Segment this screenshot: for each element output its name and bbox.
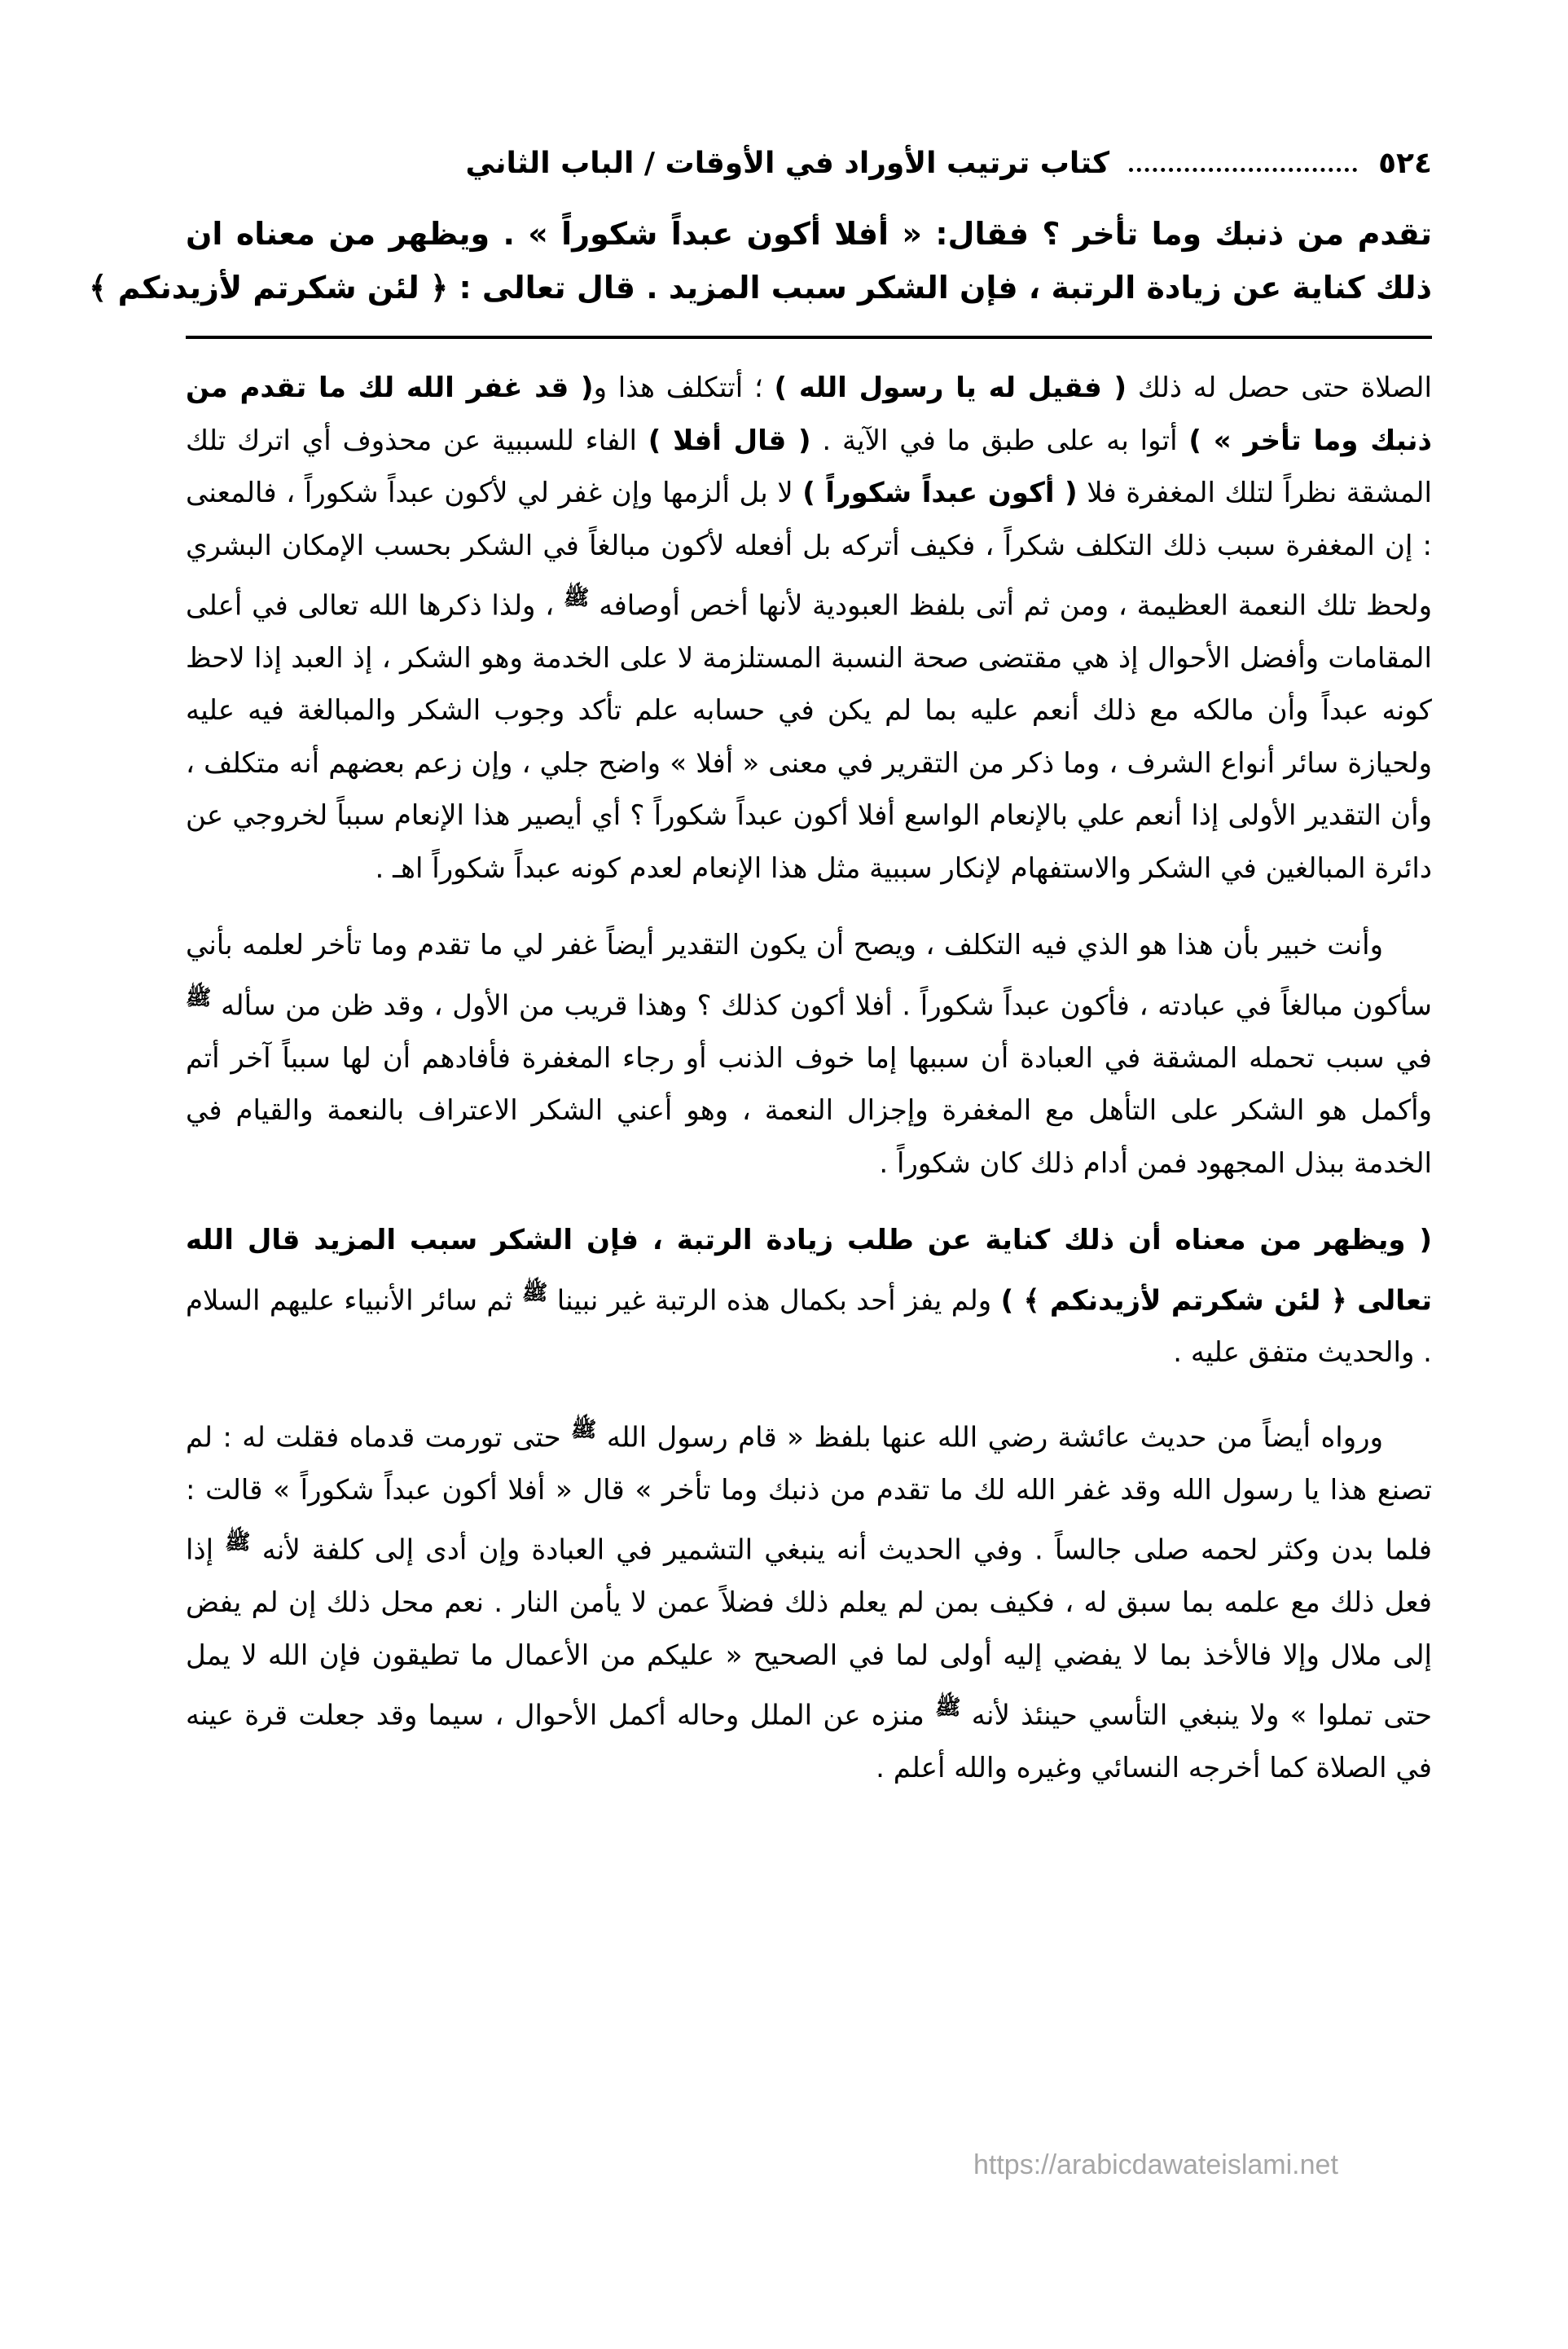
commentary-text — [186, 362, 1432, 1794]
commentary-segment: وأنت خبير بأن هذا هو الذي فيه التكلف ، ويصح أن يكون التقدير أيضاً غفر لي ما تقدم وما تأخر لعلمه بأني سأكون مبالغاً في عبادته ، فأكون عبداً شكوراً . أفلا أكون كذلك ؟ وهذا قريب من الأول ، وقد ظن من سأله — [186, 929, 1432, 1023]
running-header — [186, 130, 1432, 196]
watermark-url: https://arabicdawateislami.net — [973, 2149, 1338, 2180]
commentary-segment: ؛ أتتكلف هذا و — [593, 372, 775, 404]
commentary-segment: لا بل ألزمها وإن غفر لي لأكون عبداً شكوراً ، فالمعنى : إن المغفرة سبب ذلك التكلف شكراً ، فكيف أتركه بل أفعله لأكون مبالغاً في الشكر بحسب الإمكان البشري ولحظ تلك النعمة العظيمة ، ومن ثم أتى بلفظ العبودية لأنها أخص أوصافه — [186, 477, 1432, 622]
honorific-glyph: ﷺ — [225, 1530, 251, 1555]
commentary-paragraph — [186, 919, 1432, 1190]
quoted-lemma: ( قال أفلا ) — [648, 424, 811, 457]
commentary-segment: في سبب تحمله المشقة في العبادة أن سببها إما خوف الذنب أو رجاء المغفرة فأفادهم أن لها سبباً آخر أتم وأكمل هو الشكر على التأهل مع المغفرة وإجزال النعمة ، وهو أعني الشكر الاعتراف بالنعمة والقيام في الخدمة ببذل المجهود فمن أدام ذلك كان شكوراً . — [186, 1041, 1432, 1180]
header-leader-dots — [1129, 155, 1357, 172]
commentary-segment: ثم سائر الأنبياء عليهم السلام . والحديث متفق عليه . — [186, 1283, 1432, 1370]
commentary-segment: حتى تورمت قدماه فقلت له : لم تصنع هذا يا رسول الله وقد غفر الله لك ما تقدم من ذنبك وما تأخر » قال « أفلا أكون عبداً شكوراً » قالت : فلما بدن وكثر لحمه صلى جالساً . وفي الحديث أنه ينبغي التشمير في العبادة وإن أدى إلى كلفة لأنه — [186, 1421, 1432, 1567]
quoted-lemma: ( أكون عبداً شكوراً ) — [802, 477, 1078, 509]
commentary-segment: الفاء للسببية عن محذوف أي اترك تلك المشقة نظراً لتلك المغفرة فلا — [186, 424, 1432, 509]
chapter-title: كتاب ترتيب الأوراد في الأوقات / الباب الثاني — [465, 146, 1110, 180]
matn-text — [89, 207, 1432, 315]
matn-line: تقدم من ذنبك وما تأخر ؟ فقال: « أفلا أكون عبداً شكوراً » . ويظهر من معناه ان — [186, 216, 1432, 252]
honorific-glyph: ﷺ — [521, 1280, 548, 1305]
quoted-lemma: ( قد غفر الله لك ما تقدم من ذنبك وما تأخر » ) — [186, 372, 1433, 457]
commentary-segment: ، ولذا ذكرها الله تعالى في أعلى المقامات وأفضل الأحوال إذ هي مقتضى صحة النسبة المستلزمة لا على الخدمة وهو الشكر ، إذ العبد إذا لاحظ كونه عبداً وأن مالكه مع ذلك أنعم عليه بما لم يكن في حسابه علم تأكد وجوب الشكر والمبالغة فيه عليه ولحيازة سائر أنواع الشرف ، وما ذكر من التقرير في معنى « أفلا » واضح جلي ، وإن زعم بعضهم أنه متكلف ، وأن التقدير الأولى إذا أنعم علي بالإنعام الواسع أفلا أكون عبداً شكوراً ؟ أي أيصير هذا الإنعام سبباً لخروجي عن دائرة المبالغين في الشكر والاستفهام لإنكار سببية مثل هذا الإنعام لعدم كونه عبداً شكوراً اهـ . — [186, 589, 1432, 885]
honorific-glyph: ﷺ — [564, 586, 590, 610]
commentary-paragraph — [186, 1214, 1432, 1379]
book-page — [89, 130, 1433, 1819]
commentary-segment: ولم يفز أحد بكمال هذه الرتبة غير نبينا — [547, 1283, 1001, 1317]
separator-rule — [186, 336, 1432, 339]
commentary-paragraph — [186, 1404, 1432, 1794]
commentary-segment: ورواه أيضاً من حديث عائشة رضي الله عنها بلفظ « قام رسول الله — [596, 1421, 1383, 1454]
quoted-lemma: ( فقيل له يا رسول الله ) — [774, 372, 1127, 404]
quoted-lemma: ( ويظهر من معناه أن ذلك كناية عن طلب زيادة الرتبة ، فإن الشكر سبب المزيد قال الله تعالى ﴿ لئن شكرتم لأزيدنكم ﴾ ) — [186, 1224, 1433, 1317]
honorific-glyph: ﷺ — [186, 985, 212, 1010]
commentary-paragraph — [186, 362, 1432, 895]
commentary-segment: أتوا به على طبق ما في الآية . — [810, 424, 1189, 457]
commentary-segment: منزه عن الملل وحاله أكمل الأحوال ، سيما وقد جعلت قرة عينه في الصلاة كما أخرجه النسائي وغيره والله أعلم . — [186, 1699, 1432, 1784]
matn-line: ذلك كناية عن زيادة الرتبة ، فإن الشكر سبب المزيد . قال تعالى : ﴿ لئن شكرتم لأزيدنكم ﴾ — [89, 270, 1432, 306]
page-number: ٥٢٤ — [1378, 146, 1432, 180]
honorific-glyph: ﷺ — [935, 1696, 961, 1721]
commentary-segment: إذا فعل ذلك مع علمه بما سبق له ، فكيف بمن لم يعلم ذلك فضلاً عمن لا يأمن النار . نعم محل ذلك إن لم يفض إلى ملال وإلا فالأخذ بما لا يفضي إليه أولى لما في الصحيح « عليكم من الأعمال ما تطيقون فإن الله لا يمل حتى تملوا » ولا ينبغي التأسي حينئذ لأنه — [186, 1533, 1432, 1732]
commentary-segment: الصلاة حتى حصل له ذلك — [1127, 372, 1432, 404]
honorific-glyph: ﷺ — [571, 1417, 597, 1442]
